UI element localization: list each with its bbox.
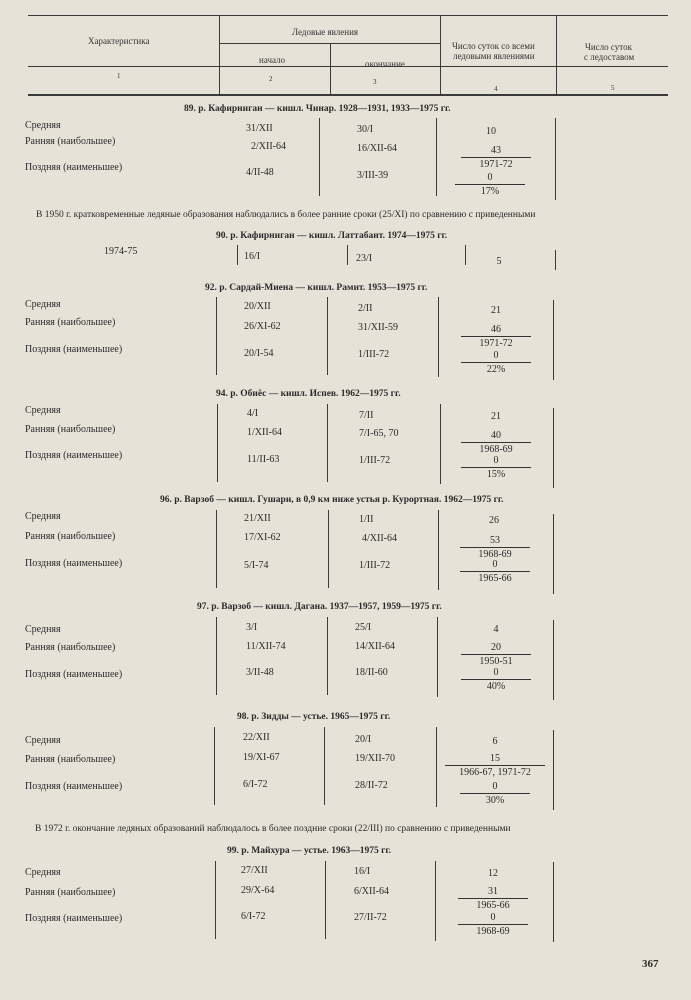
section-title: 92. р. Сардай-Миена — кишл. Рамит. 1953—1975 гг.: [205, 283, 428, 293]
days-value: 10: [486, 126, 496, 137]
days-denominator: 30%: [485, 795, 505, 806]
days-numerator: 53: [490, 535, 500, 546]
days-numerator: 0: [493, 667, 499, 678]
days-fraction: [461, 455, 531, 480]
header-num-1: 1: [117, 72, 121, 80]
row-label: 1974-75: [104, 246, 138, 257]
days-numerator: 15: [490, 753, 500, 764]
start-value: 1/XII-64: [247, 427, 282, 438]
days-fraction: [458, 886, 528, 911]
days-value: 4: [493, 624, 499, 635]
days-denominator: 1968-69: [479, 444, 513, 455]
days-numerator: 20: [491, 642, 501, 653]
end-value: 28/II-72: [355, 780, 388, 791]
days-fraction: [461, 642, 531, 667]
end-value: 7/I-65, 70: [359, 428, 399, 439]
row-label: Средняя: [25, 735, 61, 746]
start-value: 16/I: [244, 251, 261, 262]
days-denominator: 1971-72: [479, 338, 513, 349]
row-label: Средняя: [25, 624, 61, 635]
end-value: 7/II: [359, 410, 374, 421]
days-numerator: 40: [491, 430, 501, 441]
start-value: 27/XII: [241, 865, 268, 876]
days-numerator: 46: [491, 324, 501, 335]
days-denominator: 40%: [486, 681, 506, 692]
start-value: 26/XI-62: [244, 321, 281, 332]
days-fraction: [455, 172, 525, 197]
start-value: 19/XI-67: [243, 752, 280, 763]
section-title: 89. р. Кафирниган — кишл. Чинар. 1928—1931, 1933—1975 гг.: [184, 104, 451, 114]
header-days-freeze-2: с ледоставом: [584, 52, 635, 62]
row-label: Поздняя (наименьшее): [25, 669, 123, 680]
days-numerator: 0: [493, 455, 499, 466]
days-denominator: 1950-51: [479, 656, 513, 667]
days-numerator: 0: [492, 781, 498, 792]
days-denominator: 1965-66: [476, 900, 510, 911]
days-numerator: 0: [493, 350, 499, 361]
days-value: 21: [491, 305, 501, 316]
header-end: окончание: [365, 59, 405, 69]
header-num-5: 5: [611, 84, 615, 92]
section-note: В 1972 г. окончание ледяных образований наблюдалось в более поздние сроки (22/III) по сравнению с приведенными: [35, 824, 511, 834]
start-value: 3/I: [246, 622, 258, 633]
start-value: 31/XII: [246, 123, 273, 134]
end-value: 1/III-72: [358, 349, 390, 360]
section-title: 96. р. Варзоб — кишл. Гушари, в 0,9 км ниже устья р. Курортная. 1962—1975 гг.: [160, 495, 504, 505]
end-value: 16/I: [354, 866, 371, 877]
end-value: 16/XII-64: [357, 143, 397, 154]
days-fraction: [458, 912, 528, 937]
days-denominator: 17%: [480, 186, 500, 197]
days-denominator: 15%: [486, 469, 506, 480]
end-value: 27/II-72: [354, 912, 387, 923]
days-fraction: [461, 145, 531, 170]
days-value: 6: [492, 736, 498, 747]
row-label: Поздняя (наименьшее): [25, 450, 123, 461]
row-label: Ранняя (наибольшее): [25, 317, 116, 328]
start-value: 2/XII-64: [251, 141, 286, 152]
start-value: 6/I-72: [243, 779, 268, 790]
days-numerator: 0: [490, 912, 496, 923]
row-label: Ранняя (наибольшее): [25, 642, 116, 653]
row-label: Ранняя (наибольшее): [25, 754, 116, 765]
end-value: 25/I: [355, 622, 372, 633]
days-value: 12: [488, 868, 498, 879]
row-label: Ранняя (наибольшее): [25, 887, 116, 898]
header-num-2: 2: [269, 75, 273, 83]
start-value: 3/II-48: [246, 667, 274, 678]
days-numerator: 43: [491, 145, 501, 156]
end-value: 4/XII-64: [362, 533, 397, 544]
header-days-all-ice: Число суток со всеми: [452, 41, 535, 51]
header-num-4: 4: [494, 85, 498, 93]
page-number: 367: [642, 958, 659, 970]
row-label: Средняя: [25, 405, 61, 416]
start-value: 21/XII: [244, 513, 271, 524]
section-title: 98. р. Зидды — устье. 1965—1975 гг.: [237, 712, 391, 722]
start-value: 17/XI-62: [244, 532, 281, 543]
days-value: 21: [491, 411, 501, 422]
end-value: 18/II-60: [355, 667, 388, 678]
start-value: 5/I-74: [244, 560, 269, 571]
days-numerator: 31: [488, 886, 498, 897]
table-header: [0, 0, 691, 100]
header-characteristic: Характеристика: [88, 36, 150, 46]
end-value: 3/III-39: [357, 170, 389, 181]
start-value: 4/I: [247, 408, 259, 419]
start-value: 11/II-63: [247, 454, 280, 465]
days-fraction: [461, 324, 531, 349]
section-title: 90. р. Кафирниган — кишл. Латтабант. 1974—1975 гг.: [216, 231, 448, 241]
row-label: Поздняя (наименьшее): [25, 558, 123, 569]
row-label: Средняя: [25, 511, 61, 522]
row-label: Средняя: [25, 299, 61, 310]
days-denominator: 1966-67, 1971-72: [459, 767, 531, 778]
end-value: 20/I: [355, 734, 372, 745]
start-value: 6/I-72: [241, 911, 266, 922]
header-num-3: 3: [373, 78, 377, 86]
days-denominator: 1965-66: [478, 573, 512, 584]
end-value: 1/III-72: [359, 455, 391, 466]
end-value: 19/XII-70: [355, 753, 395, 764]
days-denominator: 1968-69: [478, 549, 512, 560]
start-value: 20/XII: [244, 301, 271, 312]
row-label: Поздняя (наименьшее): [25, 781, 123, 792]
days-fraction: [461, 667, 531, 692]
header-ice-phenomena: Ледовые явления: [292, 27, 359, 37]
row-label: Ранняя (наибольшее): [25, 424, 116, 435]
end-value: 1/II: [359, 514, 374, 525]
days-fraction: [461, 430, 531, 455]
days-fraction: [460, 535, 530, 560]
row-label: Ранняя (наибольшее): [25, 531, 116, 542]
days-denominator: 1968-69: [476, 926, 510, 937]
section-title: 94. р. Обиёс — кишл. Испев. 1962—1975 гг.: [216, 389, 401, 399]
end-value: 23/I: [356, 253, 373, 264]
days-numerator: 0: [492, 559, 498, 570]
row-label: Средняя: [25, 120, 61, 131]
row-label: Поздняя (наименьшее): [25, 913, 123, 924]
end-value: 30/I: [357, 124, 374, 135]
days-fraction: [460, 559, 530, 584]
row-label: Средняя: [25, 867, 61, 878]
header-days-all-ice-2: ледовыми явлениями: [453, 51, 535, 61]
days-denominator: 1971-72: [479, 159, 513, 170]
days-denominator: 22%: [486, 364, 506, 375]
end-value: 1/III-72: [359, 560, 391, 571]
days-value: 5: [496, 256, 502, 267]
days-value: 26: [489, 515, 499, 526]
start-value: 4/II-48: [246, 167, 274, 178]
row-label: Поздняя (наименьшее): [25, 162, 123, 173]
row-label: Ранняя (наибольшее): [25, 136, 116, 147]
start-value: 29/X-64: [241, 885, 275, 896]
start-value: 20/I-54: [244, 348, 274, 359]
end-value: 31/XII-59: [358, 322, 398, 333]
header-days-freeze: Число суток: [585, 42, 632, 52]
end-value: 14/XII-64: [355, 641, 395, 652]
start-value: 22/XII: [243, 732, 270, 743]
days-numerator: 0: [487, 172, 493, 183]
end-value: 6/XII-64: [354, 886, 389, 897]
section-note: В 1950 г. кратковременные ледяные образования наблюдались в более ранние сроки (25/XI) по сравнению с приведенными: [36, 210, 536, 220]
row-label: Поздняя (наименьшее): [25, 344, 123, 355]
end-value: 2/II: [358, 303, 373, 314]
days-fraction: [461, 350, 531, 375]
section-title: 99. р. Майхура — устье. 1963—1975 гг.: [227, 846, 392, 856]
section-title: 97. р. Варзоб — кишл. Дагана. 1937—1957, 1959—1975 гг.: [197, 602, 442, 612]
days-fraction: [445, 753, 545, 778]
start-value: 11/XII-74: [246, 641, 286, 652]
header-start: начало: [259, 55, 286, 65]
days-fraction: [460, 781, 530, 806]
